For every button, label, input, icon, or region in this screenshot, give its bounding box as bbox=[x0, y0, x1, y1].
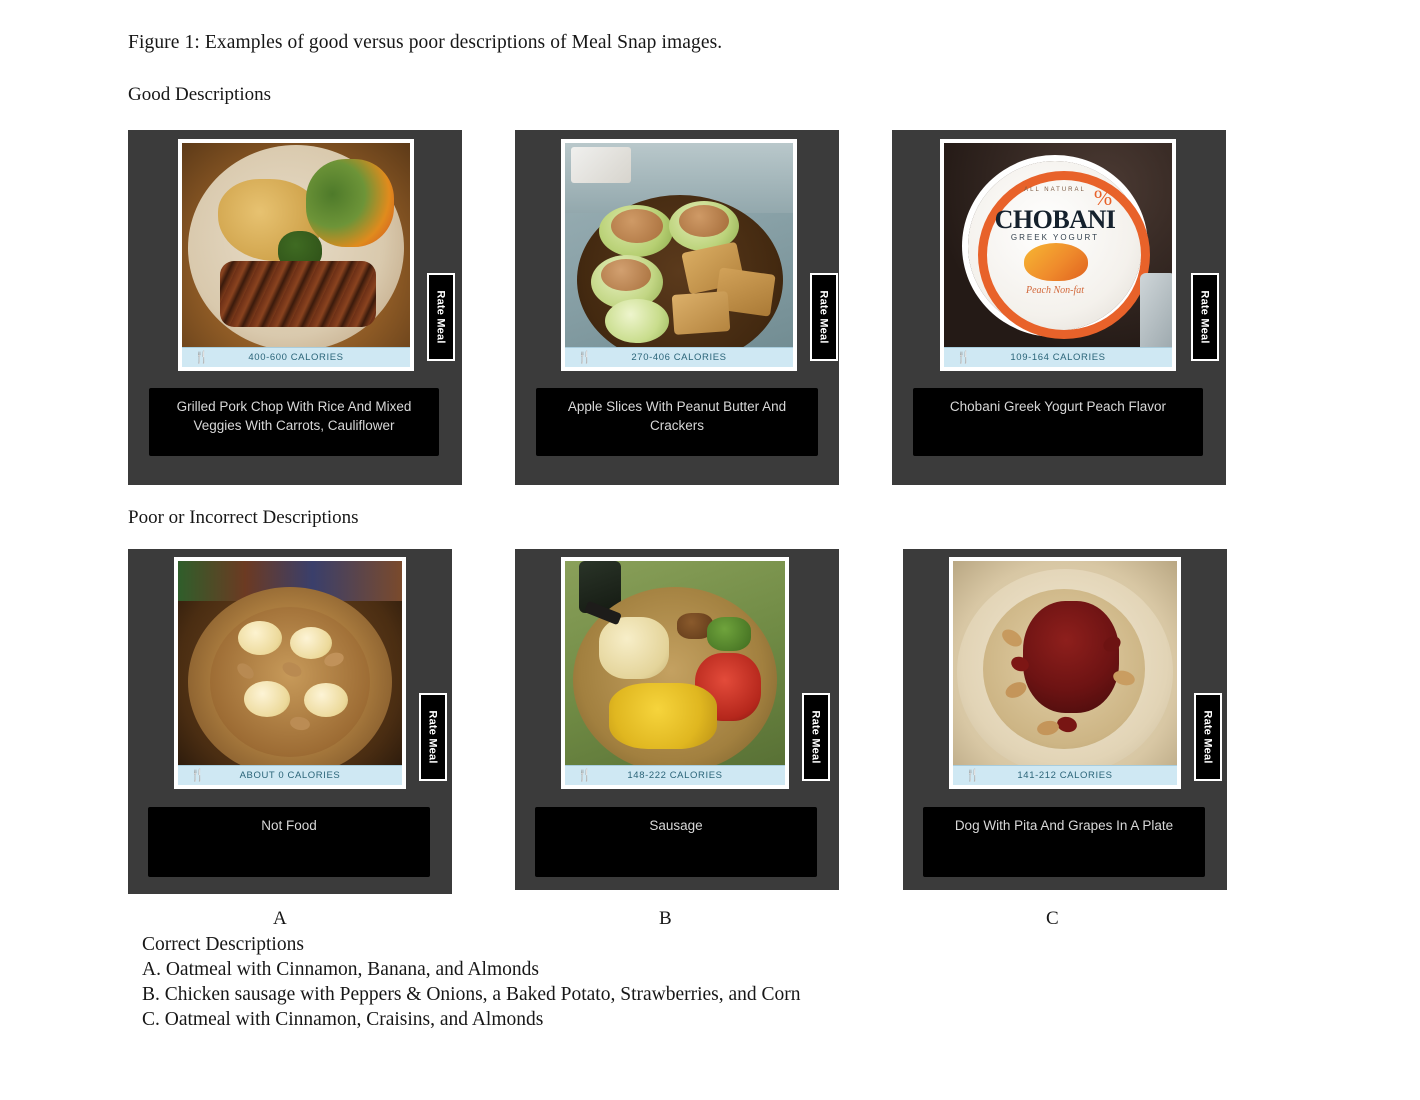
meal-description-poor-a bbox=[148, 807, 430, 877]
photo-frame bbox=[178, 139, 414, 371]
banana-slice-3 bbox=[244, 681, 290, 717]
apple-slice-4 bbox=[605, 299, 669, 343]
chobani-flavor-text: Peach Non-fat bbox=[1025, 285, 1085, 296]
photo-frame bbox=[949, 557, 1181, 789]
rate-meal-button-poor-b[interactable] bbox=[802, 693, 830, 781]
rate-meal-button-poor-a[interactable] bbox=[419, 693, 447, 781]
pork-chop-region bbox=[220, 261, 376, 327]
calorie-bar bbox=[953, 765, 1177, 785]
calorie-bar bbox=[178, 765, 402, 785]
calorie-bar bbox=[182, 347, 410, 367]
panel-letter-a: A bbox=[273, 908, 287, 929]
meal-card-poor-b bbox=[515, 549, 839, 890]
meal-photo-apple-peanut-butter bbox=[565, 143, 793, 367]
meal-card-good-2 bbox=[515, 130, 839, 485]
peanut-butter-1 bbox=[611, 209, 663, 243]
description-text: Dog With Pita And Grapes In A Plate bbox=[954, 818, 1174, 833]
fork-knife-icon: 🍴 bbox=[577, 350, 593, 364]
rate-meal-button-good-3[interactable] bbox=[1191, 273, 1219, 361]
photo-frame bbox=[561, 557, 789, 789]
calorie-bar bbox=[565, 347, 793, 367]
correct-description-b: B. Chicken sausage with Peppers & Onions, a Baked Potato, Strawberries, and Corn bbox=[142, 984, 801, 1005]
calorie-text: 148-222 CALORIES bbox=[627, 770, 723, 781]
photo-frame bbox=[561, 139, 797, 371]
correct-descriptions-heading: Correct Descriptions bbox=[142, 934, 304, 955]
rate-meal-label: Rate Meal bbox=[810, 710, 822, 764]
corn-region bbox=[609, 683, 717, 749]
chobani-subtitle-text: GREEK YOGURT bbox=[1010, 233, 1100, 242]
calorie-bar bbox=[944, 347, 1172, 367]
meal-photo-oatmeal-craisins bbox=[953, 561, 1177, 785]
chobani-top-text: ALL NATURAL bbox=[1024, 187, 1086, 193]
photo-frame bbox=[940, 139, 1176, 371]
rate-meal-label: Rate Meal bbox=[818, 290, 830, 344]
correct-descriptions-block bbox=[142, 932, 801, 1032]
oatmeal-region bbox=[210, 607, 370, 757]
figure-caption: Figure 1: Examples of good versus poor descriptions of Meal Snap images. bbox=[128, 32, 723, 53]
fork-knife-icon: 🍴 bbox=[965, 768, 981, 782]
rate-meal-label: Rate Meal bbox=[435, 290, 447, 344]
peanut-butter-2 bbox=[679, 205, 729, 237]
veggies-region bbox=[306, 159, 394, 247]
fork-knife-icon: 🍴 bbox=[956, 350, 972, 364]
meal-description-poor-c bbox=[923, 807, 1205, 877]
meal-photo-pork-chop bbox=[182, 143, 410, 367]
rate-meal-label: Rate Meal bbox=[427, 710, 439, 764]
meal-description-good-3 bbox=[913, 388, 1203, 456]
chobani-brand-text: CHOBANI bbox=[994, 205, 1116, 234]
photo-frame bbox=[174, 557, 406, 789]
fork-knife-icon: 🍴 bbox=[190, 768, 206, 782]
meal-description-poor-b bbox=[535, 807, 817, 877]
banana-slice-2 bbox=[290, 627, 332, 659]
poor-descriptions-heading: Poor or Incorrect Descriptions bbox=[128, 507, 359, 528]
fork-knife-icon: 🍴 bbox=[577, 768, 593, 782]
description-text: Apple Slices With Peanut Butter And Crackers bbox=[567, 399, 787, 433]
good-descriptions-heading: Good Descriptions bbox=[128, 84, 272, 105]
baked-potato bbox=[599, 617, 669, 679]
peach-graphic bbox=[1024, 243, 1088, 281]
banana-slice-1 bbox=[238, 621, 282, 655]
description-text: Sausage bbox=[649, 818, 703, 833]
meal-card-good-3 bbox=[892, 130, 1226, 485]
correct-description-c: C. Oatmeal with Cinnamon, Craisins, and Almonds bbox=[142, 1009, 544, 1030]
description-text: Grilled Pork Chop With Rice And Mixed Veggies With Carrots, Cauliflower bbox=[176, 399, 412, 433]
banana-slice-4 bbox=[304, 683, 348, 717]
description-text: Not Food bbox=[261, 818, 317, 833]
pepper-piece bbox=[707, 617, 751, 651]
description-text: Chobani Greek Yogurt Peach Flavor bbox=[949, 399, 1167, 414]
peanut-butter-3 bbox=[601, 259, 651, 291]
meal-card-good-1 bbox=[128, 130, 462, 485]
calorie-text: 270-406 CALORIES bbox=[631, 352, 727, 363]
calorie-text: 109-164 CALORIES bbox=[1010, 352, 1106, 363]
panel-letter-c: C bbox=[1046, 908, 1059, 929]
cracker-3 bbox=[672, 291, 731, 335]
meal-photo-chobani-yogurt bbox=[944, 143, 1172, 367]
fork-knife-icon: 🍴 bbox=[194, 350, 210, 364]
meal-card-poor-a bbox=[128, 549, 452, 894]
meal-card-poor-c bbox=[903, 549, 1227, 890]
calorie-bar bbox=[565, 765, 785, 785]
meal-photo-sausage-plate bbox=[565, 561, 785, 785]
calorie-text: ABOUT 0 CALORIES bbox=[239, 770, 341, 781]
meal-description-good-1 bbox=[149, 388, 439, 456]
meal-description-good-2 bbox=[536, 388, 818, 456]
rate-meal-button-good-1[interactable] bbox=[427, 273, 455, 361]
panel-letter-b: B bbox=[659, 908, 672, 929]
rate-meal-label: Rate Meal bbox=[1202, 710, 1214, 764]
rate-meal-label: Rate Meal bbox=[1199, 290, 1211, 344]
calorie-text: 141-212 CALORIES bbox=[1017, 770, 1113, 781]
rate-meal-button-poor-c[interactable] bbox=[1194, 693, 1222, 781]
rate-meal-button-good-2[interactable] bbox=[810, 273, 838, 361]
calorie-text: 400-600 CALORIES bbox=[248, 352, 344, 363]
craisins-cluster bbox=[1023, 601, 1119, 713]
percent-badge: % bbox=[1093, 185, 1113, 210]
correct-description-a: A. Oatmeal with Cinnamon, Banana, and Almonds bbox=[142, 959, 539, 980]
meal-photo-oatmeal-banana bbox=[178, 561, 402, 785]
towel-corner bbox=[1140, 273, 1172, 353]
paper-scraps bbox=[571, 147, 631, 183]
